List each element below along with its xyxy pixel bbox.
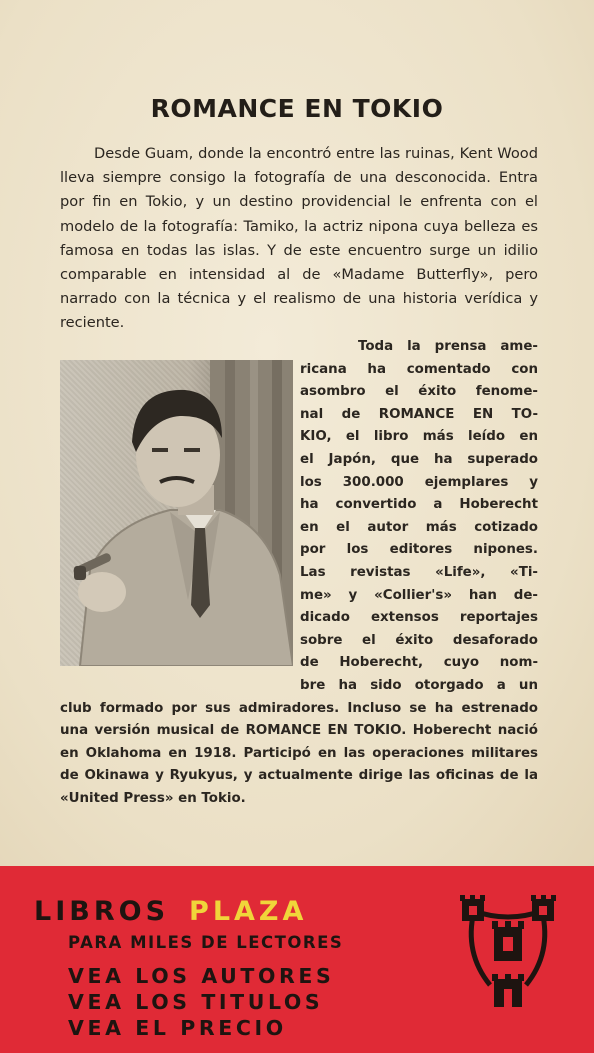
article-line-15: de Hoberecht, cuyo nom- xyxy=(300,655,538,671)
author-photo xyxy=(60,360,293,666)
article-line-2: ricana ha comentado con xyxy=(300,361,538,377)
banner-line-price: VEA EL PRECIO xyxy=(68,1016,287,1040)
article-line-16: bre ha sido otorgado a un xyxy=(300,678,538,693)
article-line-4: nal de ROMANCE EN TO- xyxy=(300,406,538,422)
article-line-6: el Japón, que ha superado xyxy=(300,452,538,467)
article-line-10: por los editores nipones. xyxy=(300,542,538,558)
brand-word-libros: LIBROS xyxy=(34,896,170,927)
publisher-brand xyxy=(34,896,307,927)
synopsis-paragraph: Desde Guam, donde la encontró entre las ruinas, Kent Wood lleva siempre consigo la fotografía de una desconocida. Entra por fin en Tokio, y un destino providencial le enfrenta con el modelo de la fotografía: Tamiko, la actriz nipona cuya belleza es famosa en todas las islas. Y de este encuentro surge un idilio comparable en intensidad al de «Madame Butterfly», pero narrado con la técnica y el realismo de una historia verídica y reciente. xyxy=(60,145,538,332)
article-line-11: Las revistas «Life», «Ti- xyxy=(300,565,538,580)
article-continuation: club formado por sus admiradores. Incluso se ha estrenado una versión musical de ROMANCE EN TOKIO. Hoberecht nació en Oklahoma en 1918. Participó en las operaciones militares de Okinawa y Ryukyus, y actualmente dirige las oficinas de la «United Press» en Tokio. xyxy=(60,700,538,806)
banner-line-authors: VEA LOS AUTORES xyxy=(68,964,335,988)
author-portrait-icon xyxy=(60,360,293,666)
book-title: ROMANCE EN TOKIO xyxy=(150,94,444,123)
castle-icon xyxy=(454,893,562,1013)
article-line-3: asombro el éxito fenome- xyxy=(300,384,538,400)
article-line-13: dicado extensos reportajes xyxy=(300,610,538,626)
article-line-14: sobre el éxito desaforado xyxy=(300,632,538,648)
brand-word-plaza: PLAZA xyxy=(189,896,308,927)
article-line-12: me» y «Collier's» han de- xyxy=(300,587,538,603)
banner-line-titles: VEA LOS TITULOS xyxy=(68,990,324,1014)
article-line-1: Toda la prensa ame- xyxy=(358,339,538,354)
article-line-5: KIO, el libro más leído en xyxy=(300,429,538,445)
publisher-slogan: PARA MILES DE LECTORES xyxy=(68,933,344,952)
article-line-9: en el autor más cotizado xyxy=(300,519,538,535)
article-line-7: los 300.000 ejemplares y xyxy=(300,474,538,490)
article-line-8: ha convertido a Hoberecht xyxy=(300,497,538,513)
